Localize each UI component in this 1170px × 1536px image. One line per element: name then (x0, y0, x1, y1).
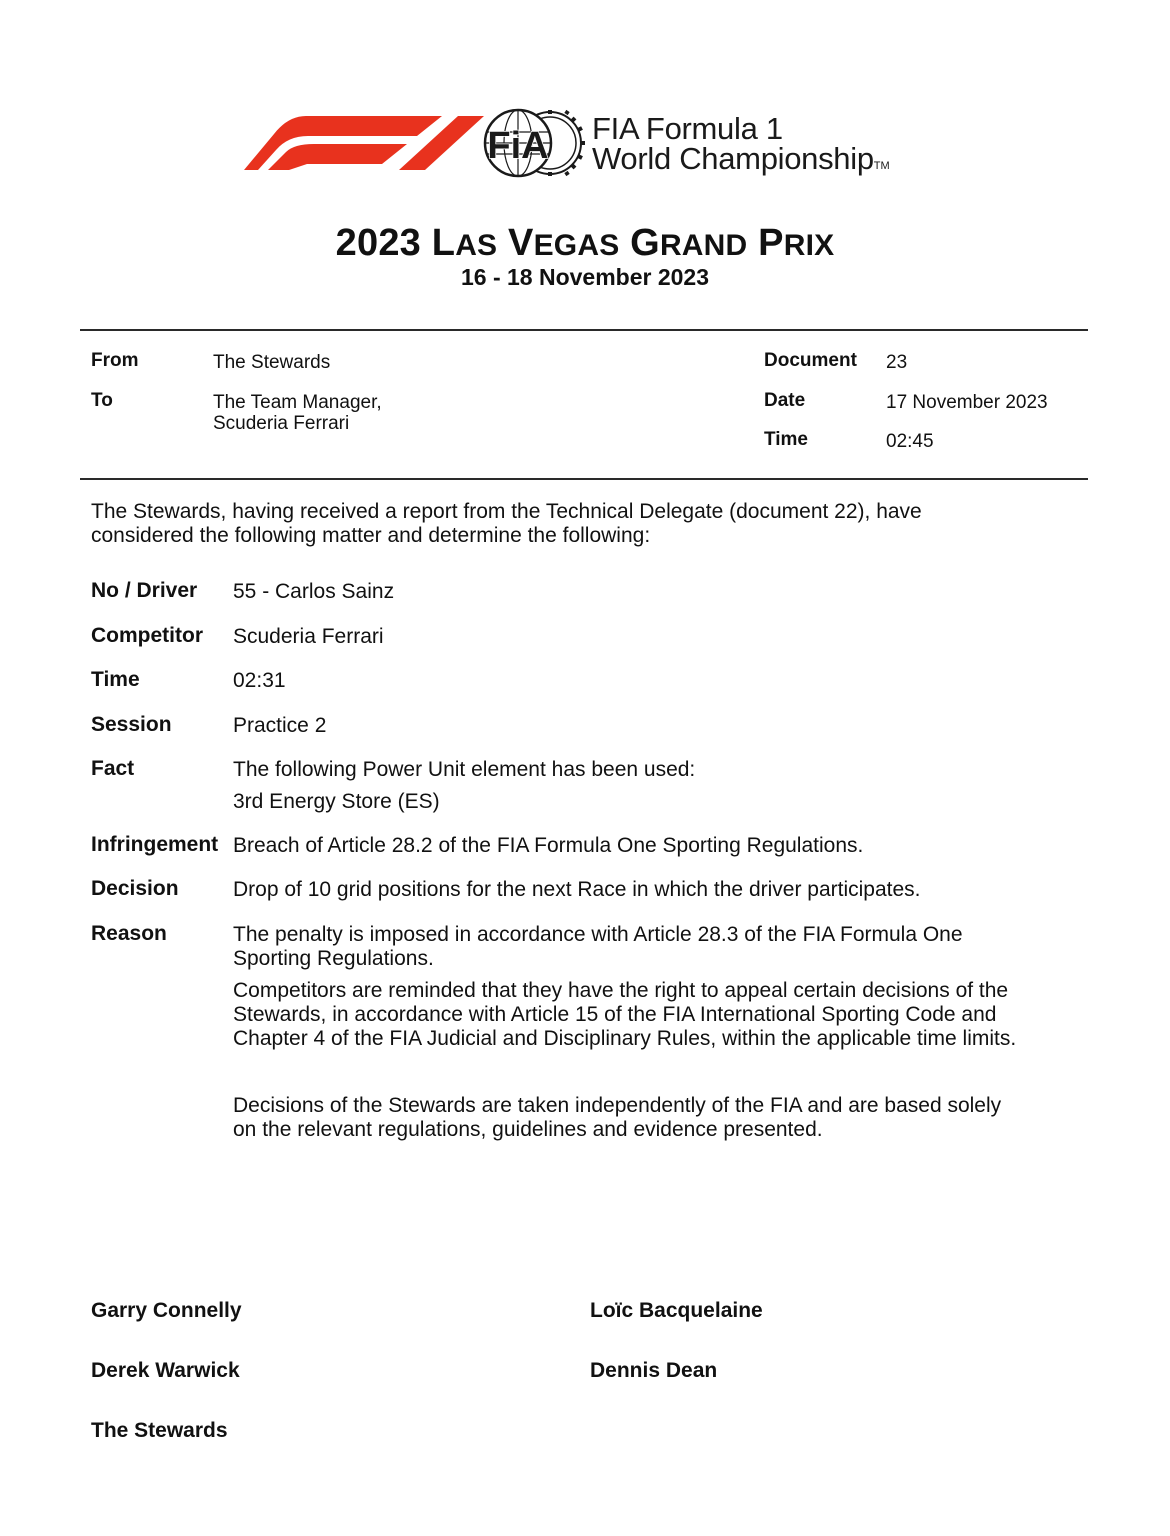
brand-text (592, 111, 890, 181)
fact-value (233, 758, 1073, 814)
incident-time-value: 02:31 (233, 669, 286, 692)
to-label: To (91, 390, 113, 411)
time-value: 02:45 (886, 431, 934, 452)
independence-line-2: on the relevant regulations, guidelines and evidence presented. (233, 1118, 823, 1141)
infringement-label: Infringement (91, 833, 219, 856)
header-logo (244, 106, 944, 180)
event-name-word: VEGAS (508, 222, 620, 264)
steward-signature: Dennis Dean (590, 1359, 718, 1382)
event-dates: 16 - 18 November 2023 (460, 264, 710, 290)
independence-paragraph (233, 1094, 1073, 1142)
from-label: From (91, 350, 139, 371)
stewards-footer: The Stewards (91, 1419, 228, 1442)
steward-signature: Garry Connelly (91, 1299, 242, 1322)
fact-value-line-2: 3rd Energy Store (ES) (233, 790, 440, 813)
brand-line-2 (592, 141, 890, 181)
fact-label: Fact (91, 757, 135, 780)
competitor-value: Scuderia Ferrari (233, 625, 384, 648)
to-value-line-2: Scuderia Ferrari (213, 413, 350, 434)
event-name-word: LAS (431, 222, 498, 264)
decision-value: Drop of 10 grid positions for the next Race in which the driver participates. (233, 878, 921, 901)
decision-label: Decision (91, 877, 179, 900)
session-label: Session (91, 713, 172, 736)
fia-emblem-text: FiA (487, 125, 549, 167)
incident-time-label: Time (91, 668, 140, 691)
driver-value: 55 - Carlos Sainz (233, 580, 395, 603)
reason-label: Reason (91, 922, 167, 945)
intro-paragraph (91, 500, 1011, 548)
appeal-line-1: Competitors are reminded that they have the right to appeal certain decisions of the (233, 979, 1009, 1002)
brand-line-1: FIA Formula 1 (592, 111, 783, 146)
event-name-word: PRIX (758, 222, 835, 264)
fia-emblem-icon (480, 106, 590, 180)
steward-signature: Loïc Bacquelaine (590, 1299, 763, 1322)
fact-value-line-1: The following Power Unit element has been used: (233, 758, 696, 781)
steward-signature: Derek Warwick (91, 1359, 240, 1382)
appeal-paragraph (233, 979, 1073, 1051)
event-name-word: GRAND (630, 222, 748, 264)
competitor-label: Competitor (91, 624, 203, 647)
appeal-line-2: Stewards, in accordance with Article 15 of the FIA International Sporting Code and (233, 1003, 997, 1026)
document-value: 23 (886, 352, 908, 373)
reason-line-1: The penalty is imposed in accordance with Article 28.3 of the FIA Formula One (233, 923, 963, 946)
reason-line-2: Sporting Regulations. (233, 947, 434, 970)
event-title (0, 222, 1170, 267)
to-value-line-1: The Team Manager, (213, 392, 382, 413)
reason-value (233, 923, 1073, 971)
time-label: Time (764, 429, 809, 450)
intro-line-2: considered the following matter and determine the following: (91, 524, 651, 547)
divider-top (80, 329, 1088, 331)
infringement-value: Breach of Article 28.2 of the FIA Formula One Sporting Regulations. (233, 834, 864, 857)
appeal-line-3: Chapter 4 of the FIA Judicial and Disciplinary Rules, within the applicable time limits. (233, 1027, 1017, 1050)
from-value: The Stewards (213, 352, 331, 373)
f1-logo-lower-bar (268, 144, 407, 170)
brand-line-2-text: World Championship (592, 141, 874, 176)
session-value: Practice 2 (233, 714, 327, 737)
to-value (213, 392, 382, 434)
event-year: 2023 (335, 222, 421, 264)
independence-line-1: Decisions of the Stewards are taken independently of the FIA and are based solely (233, 1094, 1002, 1117)
divider-bottom (80, 478, 1088, 480)
trademark-mark: TM (873, 160, 890, 172)
document-label: Document (764, 350, 857, 371)
date-label: Date (764, 390, 806, 411)
intro-line-1: The Stewards, having received a report from the Technical Delegate (document 22), have (91, 500, 922, 523)
date-value: 17 November 2023 (886, 392, 1048, 413)
driver-label: No / Driver (91, 579, 198, 602)
